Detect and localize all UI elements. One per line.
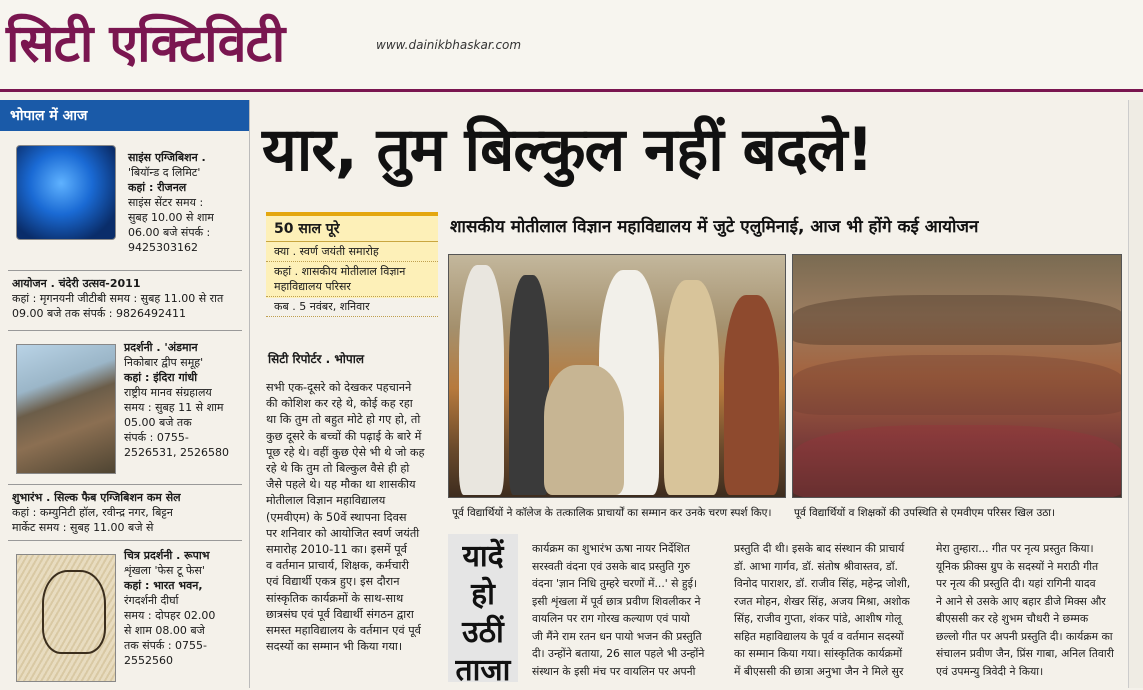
- article-column-3: [734, 540, 924, 680]
- masthead: [0, 0, 1143, 92]
- text-line: जी मैंने राम रतन धन पायो भजन की प्रस्तुति: [532, 629, 702, 643]
- text-line: पर शनिवार को आयोजित स्वर्ण जयंती: [266, 526, 420, 540]
- photo-felicitation: [448, 254, 786, 498]
- text-line: की कोशिश कर रहे थे, कोई कह रहा: [266, 397, 413, 411]
- audience-row: [793, 355, 1122, 415]
- person-figure: [459, 265, 504, 495]
- text-line: सदस्यों का सम्मान भी किया गया।: [266, 640, 403, 654]
- divider: [8, 540, 242, 541]
- pull-quote-line: यादें: [462, 539, 504, 574]
- listing-line: कहां : इंदिरा गांधी: [124, 371, 198, 384]
- text-line: रहे थे कि तुम तो बिल्कुल वैसे ही हो: [266, 462, 410, 476]
- text-line: डॉ. आभा गार्गव, डॉ. संतोष श्रीवास्तव, डॉ.: [734, 559, 898, 573]
- article-subhead: शासकीय मोतीलाल विज्ञान महाविद्यालय में जुटे एलुमिनाई, आज भी होंगे कई आयोजन: [450, 217, 979, 237]
- text-line: बीएससी कर रहे शुभम चौधरी ने छम्मक: [936, 612, 1089, 625]
- text-line: रजत मोहन, शेखर सिंह, अजय मिश्रा, अशोक: [734, 594, 910, 608]
- listing-chanderi-utsav: [12, 276, 246, 321]
- pull-quote: [448, 534, 518, 688]
- listing-science-exhibition: [128, 150, 246, 255]
- listing-phone: 9425303162: [128, 241, 198, 254]
- text-line: वायलिन पर राग गोरख कल्याण एवं पायो: [532, 612, 690, 625]
- event-listings-column: [0, 100, 250, 688]
- text-line: छात्रसंघ एवं पूर्व विद्यार्थी संगठन द्वारा: [266, 607, 414, 621]
- face-to-face-image: [16, 554, 116, 682]
- text-line: मोतीलाल विज्ञान महाविद्यालय: [266, 494, 386, 508]
- text-line: समस्त महाविद्यालय के वर्तमान एवं पूर्व: [266, 624, 421, 638]
- article-column-4: [936, 540, 1124, 680]
- text-line: सांस्कृतिक कार्यक्रमों के साथ-साथ: [266, 591, 404, 605]
- event-infobox: [266, 212, 438, 313]
- listing-title: प्रदर्शनी . 'अंडमान: [124, 341, 198, 354]
- infobox-where: [266, 262, 438, 297]
- text-line: एवं उपमन्यु त्रिवेदी ने किया।: [936, 664, 1044, 678]
- listing-andaman-exhibition: [124, 340, 246, 460]
- text-line: पर नृत्य की प्रस्तुति दी। यहां रागिनी यादव: [936, 577, 1096, 590]
- listing-line: साइंस सेंटर समय :: [128, 196, 204, 209]
- text-line: का सम्मान किया गया। सांस्कृतिक कार्यक्रमों: [734, 647, 903, 660]
- divider: [8, 330, 242, 331]
- listing-line: कहां : भारत भवन,: [124, 579, 203, 592]
- infobox-title: 50 साल पूरे: [266, 216, 438, 242]
- listing-title: चित्र प्रदर्शनी . रूपाभ: [124, 549, 210, 562]
- text-line: यूनिक फ्रीक्स ग्रुप के सदस्यों ने मराठी गीत: [936, 559, 1099, 573]
- text-line: प्रस्तुति दी थी। इसके बाद संस्थान की प्राचार्य: [734, 542, 905, 555]
- text-line: सभी एक-दूसरे को देखकर पहचानने: [266, 381, 412, 394]
- listing-line: समय : सुबह 11 से शाम: [124, 401, 224, 414]
- text-line: सरस्वती वंदना एवं उसके बाद प्रस्तुति गुरु: [532, 559, 691, 573]
- section-title: सिटी एक्टिविटी: [6, 14, 285, 74]
- article-column-1: [266, 380, 440, 655]
- infobox-what: क्या . स्वर्ण जयंती समारोह: [266, 242, 438, 262]
- text-line: पूछ रहे थे। वहीं कुछ ऐसे भी थे जो कह: [266, 445, 425, 459]
- listing-line: संपर्क : 0755-: [124, 431, 189, 444]
- text-line: कार्यक्रम का शुभारंभ ऊषा नायर निर्देशित: [532, 542, 690, 555]
- text-line: जैसे पहले थे। यह मौका था शासकीय: [266, 478, 416, 492]
- text-line: एवं विद्यार्थी एकत्र हुए। इस दौरान: [266, 575, 400, 589]
- text-line: मेरा तुम्हारा... गीत पर नृत्य प्रस्तुत किया।: [936, 542, 1094, 555]
- listing-line: शृंखला 'फेस टू फेस': [124, 564, 205, 577]
- listing-line: से शाम 08.00 बजे: [124, 624, 205, 637]
- listing-line: कहां : रीजनल: [128, 181, 187, 194]
- pull-quote-line: हो: [471, 577, 495, 612]
- text-line: सहित महाविद्यालय के पूर्व व वर्तमान सदस्यों: [734, 629, 904, 643]
- listing-line: 09.00 बजे तक संपर्क : 9826492411: [12, 307, 186, 320]
- photo-audience: [792, 254, 1122, 498]
- divider: [8, 270, 242, 271]
- text-line: (एमवीएम) के 50वें स्थापना दिवस: [266, 510, 407, 524]
- pull-quote-line: ताजा: [455, 653, 511, 688]
- person-figure: [664, 280, 719, 495]
- listing-line: कहां : मृगनयनी जीटीबी समय : सुबह 11.00 से रात: [12, 292, 224, 305]
- photo-caption-2: पूर्व विद्यार्थियों व शिक्षकों की उपस्थिति से एमवीएम परिसर खिल उठा।: [794, 507, 1056, 519]
- text-line: में बीएससी की छात्रा अनुभा जैन ने मिले सुर: [734, 664, 904, 678]
- listing-phone: 2552560: [124, 654, 173, 667]
- science-exhibition-image: [16, 145, 116, 240]
- listing-title: शुभारंभ . सिल्क फैब एग्जिबिशन कम सेल: [12, 491, 181, 504]
- listing-line: मार्केट समय : सुबह 11.00 बजे से: [12, 521, 154, 534]
- person-figure: [509, 275, 549, 495]
- infobox-where-line1: कहां . शासकीय मोतीलाल विज्ञान: [274, 265, 406, 278]
- audience-row: [793, 295, 1122, 345]
- text-line: समारोह 2010-11 का। इसमें पूर्व: [266, 543, 407, 557]
- text-line: इसी शृंखला में पूर्व छात्र प्रवीण शिवलीकर ने: [532, 594, 701, 608]
- text-line: कुछ दूसरे के बच्चों की पढ़ाई के बारे में: [266, 429, 422, 443]
- listing-line: निकोबार द्वीप समूह': [124, 356, 204, 369]
- text-line: छल्लो गीत पर अपनी प्रस्तुति दी। कार्यक्रम का: [936, 629, 1113, 643]
- text-line: संस्थान के इसी मंच पर वायलिन पर अपनी: [532, 664, 696, 678]
- adjacent-page-edge: [1128, 100, 1143, 688]
- listing-silk-fab: [12, 490, 246, 535]
- listings-header: भोपाल में आज: [0, 100, 249, 131]
- listing-line: 06.00 बजे संपर्क :: [128, 226, 211, 239]
- divider: [8, 484, 242, 485]
- listing-line: 'बियॉन्ड द लिमिट': [128, 166, 201, 179]
- photo-caption-1: पूर्व विद्यार्थियों ने कॉलेज के तत्कालिक प्राचार्यों का सम्मान कर उनके चरण स्पर्श किए।: [452, 507, 772, 519]
- listing-line: तक संपर्क : 0755-: [124, 639, 208, 652]
- text-line: विनोद पाराशर, डॉ. राजीव सिंह, महेन्द्र जोशी,: [734, 577, 911, 590]
- article-headline: यार, तुम बिल्कुल नहीं बदले!: [262, 115, 873, 185]
- listing-line: समय : दोपहर 02.00: [124, 609, 216, 622]
- person-figure: [544, 365, 624, 495]
- listing-line: राष्ट्रीय मानव संग्रहालय: [124, 386, 212, 399]
- text-line: संचालन प्रवीण जैन, प्रिंस गाबा, अनिल तिवारी: [936, 647, 1114, 660]
- infobox-when: कब . 5 नवंबर, शनिवार: [266, 297, 438, 317]
- listing-line: रंगदर्शनी दीर्घा: [124, 594, 179, 607]
- text-line: व वर्तमान प्राचार्य, शिक्षक, कर्मचारी: [266, 559, 409, 573]
- listing-title: आयोजन . चंदेरी उत्सव-2011: [12, 277, 141, 290]
- text-line: वंदना 'ज्ञान निधि तुम्हरे चरणों में...' से हुई।: [532, 577, 698, 590]
- article-column-2: [532, 540, 716, 680]
- listing-line: सुबह 10.00 से शाम: [128, 211, 214, 224]
- text-line: सिंह, राजीव गुप्ता, शंकर पांडे, आशीष गोलू: [734, 612, 902, 625]
- infobox-where-line2: महाविद्यालय परिसर: [274, 280, 351, 293]
- person-figure: [724, 295, 779, 495]
- text-line: दी। उन्होंने बताया, 26 साल पहले भी उन्होंने: [532, 647, 705, 660]
- listing-title: साइंस एग्जिबिशन .: [128, 151, 206, 164]
- audience-row: [793, 425, 1122, 498]
- site-url[interactable]: www.dainikbhaskar.com: [376, 38, 522, 52]
- pull-quote-line: उठीं: [462, 615, 504, 650]
- listing-line: 05.00 बजे तक: [124, 416, 192, 429]
- listing-phone: 2526531, 2526580: [124, 446, 229, 459]
- listing-face-to-face: [124, 548, 246, 668]
- andaman-exhibition-image: [16, 344, 116, 474]
- listing-line: कहां : कम्युनिटी हॉल, रवीन्द्र नगर, बिट्टन: [12, 506, 173, 519]
- text-line: ने आने से उसके आए बहार डीजे मिक्स और: [936, 594, 1106, 608]
- text-line: था कि तुम तो बहुत मोटे हो गए हो, तो: [266, 413, 421, 427]
- byline: सिटी रिपोर्टर . भोपाल: [268, 352, 364, 366]
